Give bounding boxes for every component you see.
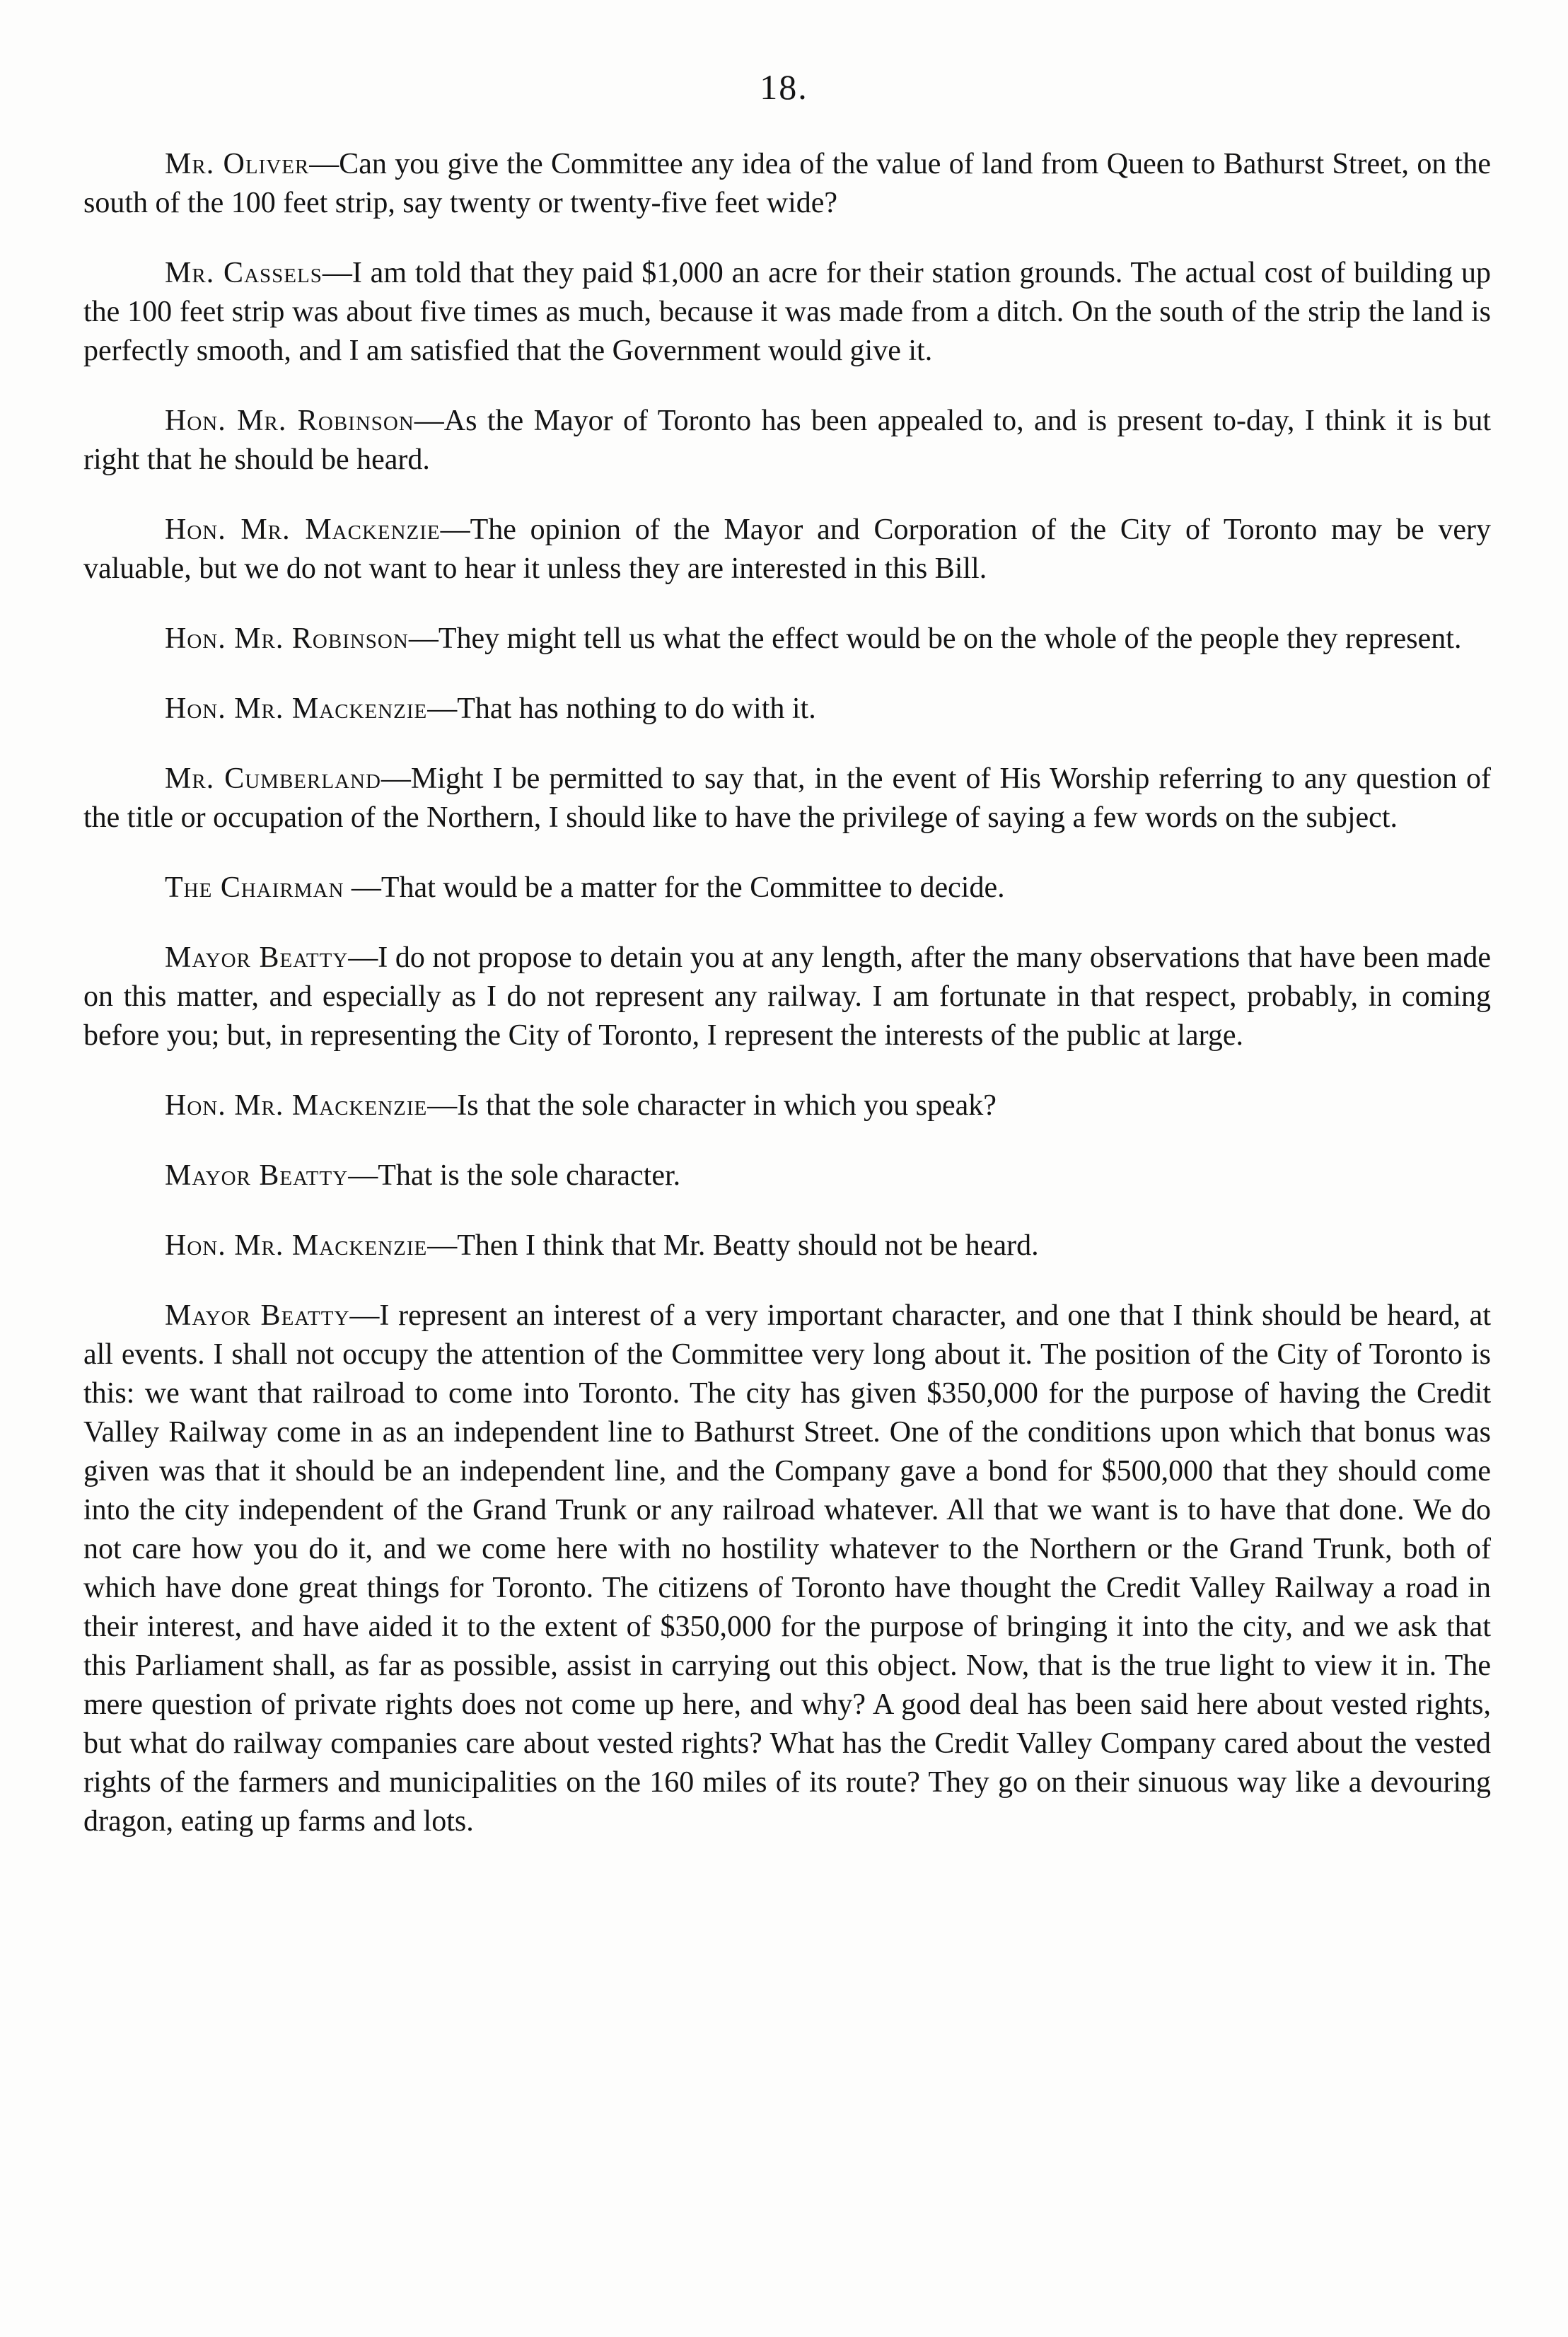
speaker-dash: — <box>414 405 444 437</box>
speaker-name: Mr. Cumberland <box>165 762 381 795</box>
speaker-dash: — <box>348 1159 378 1192</box>
speaker-name: Hon. Mr. Robinson <box>165 622 409 655</box>
paragraph-cumberland-1 <box>83 760 1491 837</box>
speaker-name: Hon. Mr. Mackenzie <box>165 692 428 725</box>
transcript-body <box>83 145 1491 1872</box>
speech-text: I represent an interest of a very important character, and one that I think should be heard, at all events. I shall not occupy the attention of the Committee very long about it. The position of the City of Toronto is this: we want that railroad to come into Toronto. The city has given $350,000 for the purpose of having the Credit Valley Railway come in as an independent line to Bathurst Street. One of the conditions upon which that bonus was given was that it should be an independent line, and the Company gave a bond for $500,000 that they should come into the city independent of the Grand Trunk or any railroad whatever. All that we want is to have that done. We do not care how you do it, and we come here with no hostility whatever to the Northern or the Grand Trunk, both of which have done great things for Toronto. The citizens of Toronto have thought the Credit Valley Railway a road in their interest, and have aided it to the extent of $350,000 for the purpose of bringing it into the city, and we ask that this Parliament shall, as far as possible, assist in carrying out this object. Now, that is the true light to view it in. The mere question of private rights does not come up here, and why? A good deal has been said here about vested rights, but what do railway companies care about vested rights? What has the Credit Valley Company cared about the vested rights of the farmers and municipalities on the 160 miles of its route? They go on their sinuous way like a devouring dragon, eating up farms and lots. <box>83 1299 1491 1838</box>
speaker-name: Mayor Beatty <box>165 941 349 974</box>
paragraph-beatty-3 <box>83 1297 1491 1841</box>
paragraph-robinson-1 <box>83 402 1491 480</box>
speech-text: As the Mayor of Toronto has been appealed to, and is present to-day, I think it is but right that he should be heard. <box>83 405 1492 476</box>
paragraph-mackenzie-2 <box>83 690 1491 729</box>
paragraph-mackenzie-3 <box>83 1086 1491 1125</box>
speaker-dash: — <box>427 1089 458 1122</box>
speech-text: That has nothing to do with it. <box>457 692 816 725</box>
speech-text: Then I think that Mr. Beatty should not be heard. <box>457 1229 1039 1262</box>
speaker-dash: — <box>322 257 352 289</box>
speaker-dash: — <box>348 941 378 974</box>
speaker-dash: — <box>427 692 458 725</box>
speaker-dash: — <box>440 514 470 546</box>
speaker-dash: — <box>349 1299 380 1332</box>
speaker-dash: — <box>427 1229 458 1262</box>
paragraph-cassels-1 <box>83 254 1491 371</box>
paragraph-chairman-1 <box>83 869 1491 907</box>
speaker-dash: — <box>309 148 339 180</box>
paragraph-mackenzie-4 <box>83 1227 1491 1265</box>
speech-text: Can you give the Committee any idea of the value of land from Queen to Bathurst Street, on the south of the 100 feet strip, say twenty or twenty-five feet wide? <box>83 148 1491 219</box>
speech-text: I am told that they paid $1,000 an acre for their station grounds. The actual cost of building up the 100 feet strip was about five times as much, because it was made from a ditch. On the south of the strip the land is perfectly smooth, and I am satisfied that the Government would give it. <box>83 257 1491 367</box>
paragraph-beatty-2 <box>83 1156 1491 1195</box>
paragraph-mackenzie-1 <box>83 511 1491 588</box>
speaker-name: Hon. Mr. Mackenzie <box>165 1089 428 1122</box>
page-number: 18. <box>760 67 808 107</box>
speech-text: Is that the sole character in which you speak? <box>457 1089 997 1122</box>
speaker-dash: — <box>408 622 439 655</box>
speaker-name: Mr. Oliver <box>165 148 310 180</box>
speaker-name: Hon. Mr. Robinson <box>165 405 414 437</box>
speaker-name: Mayor Beatty <box>165 1159 349 1192</box>
speaker-name: Mr. Cassels <box>165 257 323 289</box>
speech-text: They might tell us what the effect would be on the whole of the people they represent. <box>438 622 1462 655</box>
speaker-name: Mayor Beatty <box>165 1299 350 1332</box>
speech-text: Might I be permitted to say that, in the event of His Worship referring to any question of the title or occupation of the Northern, I should like to have the privilege of saying a few words on the subject. <box>83 762 1491 834</box>
speech-text: I do not propose to detain you at any length, after the many observations that have been made on this matter, and especially as I do not represent any railway. I am fortunate in that respect, probably, in coming before you; but, in representing the City of Toronto, I represent the interests of the public at large. <box>83 941 1491 1052</box>
speech-text: That would be a matter for the Committee to decide. <box>381 871 1005 904</box>
speaker-name: Hon. Mr. Mackenzie <box>165 514 441 546</box>
speaker-name: The Chairman <box>165 871 344 904</box>
paragraph-robinson-2 <box>83 620 1491 659</box>
speaker-name: Hon. Mr. Mackenzie <box>165 1229 428 1262</box>
paragraph-oliver-1 <box>83 145 1491 223</box>
paragraph-beatty-1 <box>83 939 1491 1055</box>
speaker-dash: — <box>344 871 381 904</box>
speaker-dash: — <box>381 762 411 795</box>
speech-text: The opinion of the Mayor and Corporation of the City of Toronto may be very valuable, but we do not want to hear it unless they are interested in this Bill. <box>83 514 1491 585</box>
speech-text: That is the sole character. <box>378 1159 681 1192</box>
